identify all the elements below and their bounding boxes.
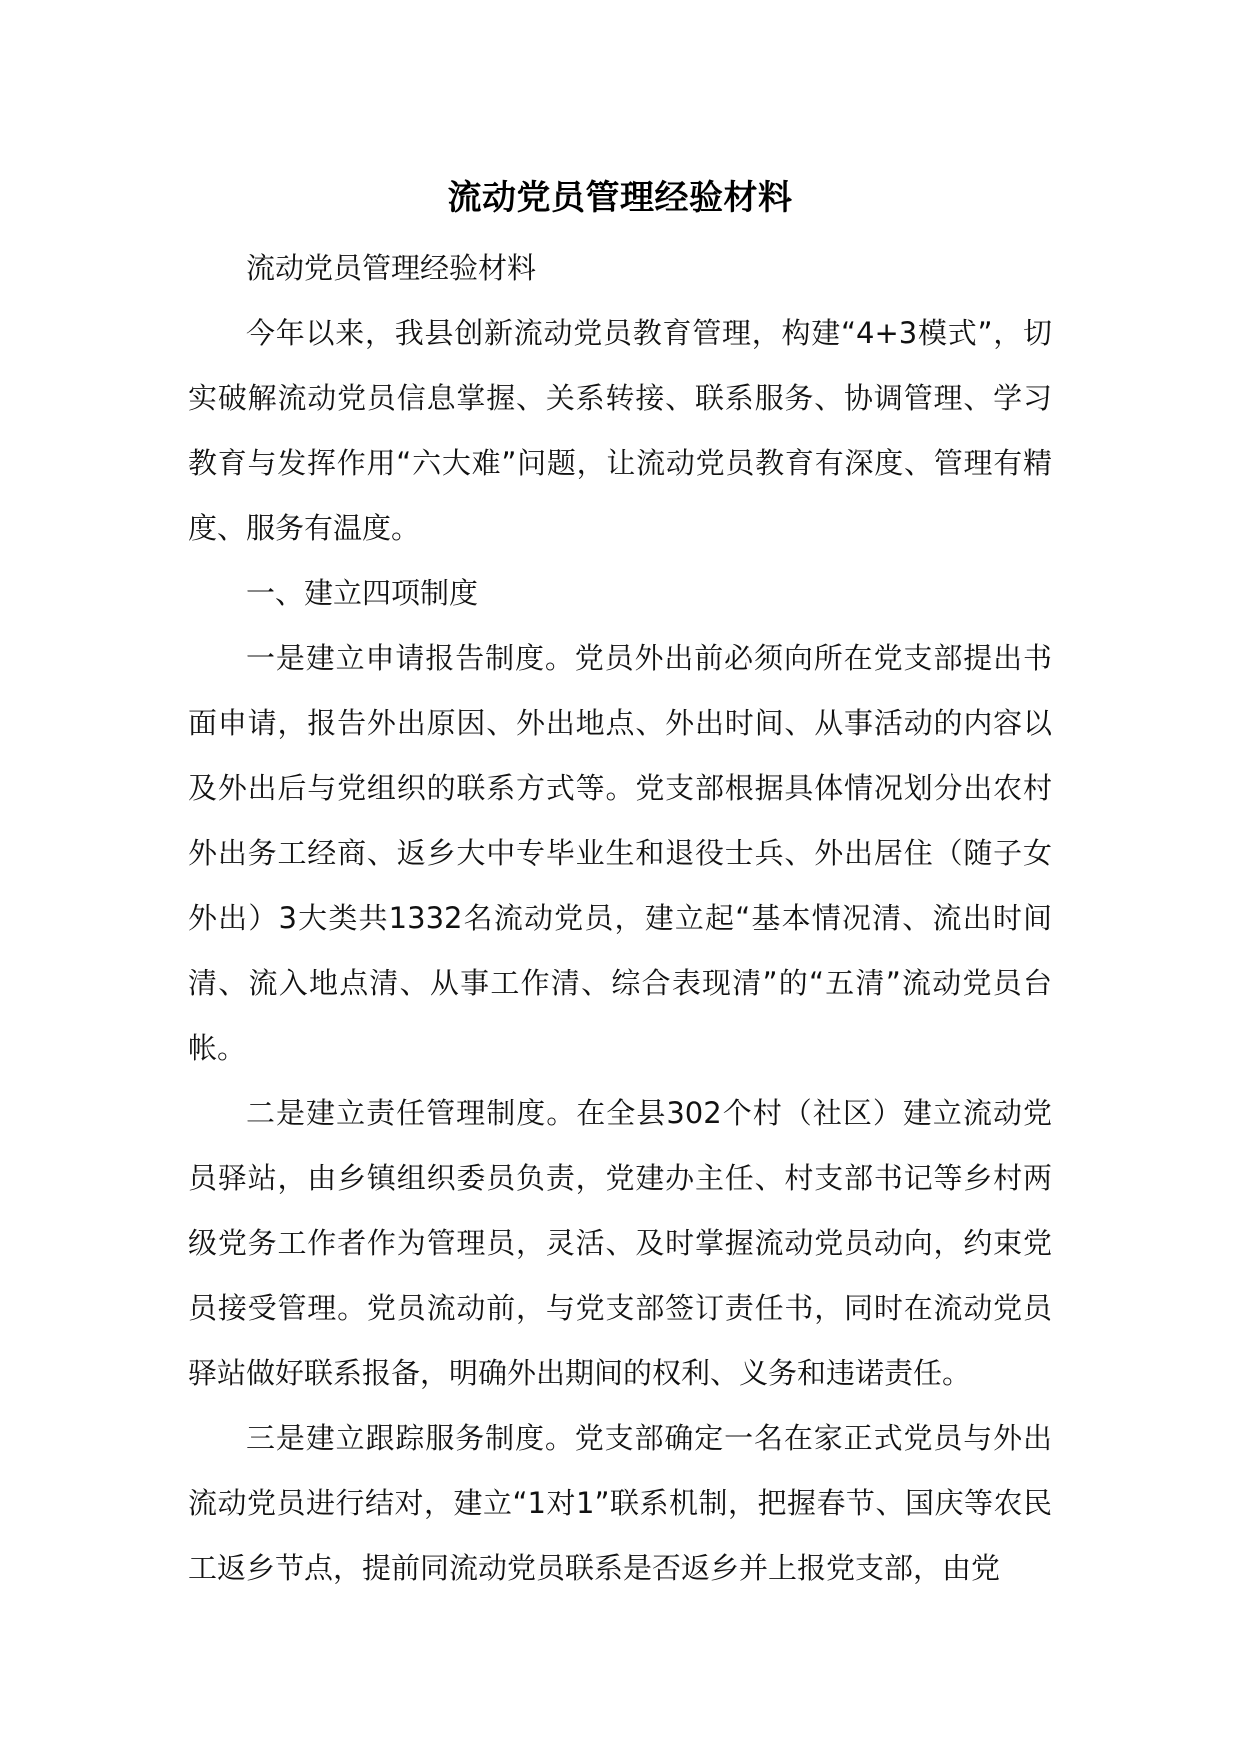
paragraph-application-report: 一是建立申请报告制度。党员外出前必须向所在党支部提出书面申请，报告外出原因、外出地点、外出时间、从事活动的内容以及外出后与党组织的联系方式等。党支部根据具体情况划分出农村外出务工经商、返乡大中专毕业生和退役士兵、外出居住（随子女外出）3大类共1332名流动党员，建立起“基本情况清、流出时间清、流入地点清、从事工作清、综合表现清”的“五清”流动党员台帐。 bbox=[188, 641, 1052, 1065]
document-body bbox=[188, 236, 1052, 1601]
intro-paragraph: 今年以来，我县创新流动党员教育管理，构建“4+3模式”，切实破解流动党员信息掌握、关系转接、联系服务、协调管理、学习教育与发挥作用“六大难”问题，让流动党员教育有深度、管理有精度、服务有温度。 bbox=[188, 316, 1052, 545]
section-heading: 一、建立四项制度 bbox=[246, 576, 479, 610]
paragraph-responsibility-management: 二是建立责任管理制度。在全县302个村（社区）建立流动党员驿站，由乡镇组织委员负责，党建办主任、村支部书记等乡村两级党务工作者作为管理员，灵活、及时掌握流动党员动向，约束党员接受管理。党员流动前，与党支部签订责任书，同时在流动党员驿站做好联系报备，明确外出期间的权利、义务和违诺责任。 bbox=[188, 1096, 1052, 1390]
document-title: 流动党员管理经验材料 bbox=[447, 178, 793, 218]
paragraph-tracking-service: 三是建立跟踪服务制度。党支部确定一名在家正式党员与外出流动党员进行结对，建立“1对1”联系机制，把握春节、国庆等农民工返乡节点，提前同流动党员联系是否返乡并上报党支部，由党 bbox=[188, 1421, 1052, 1585]
subtitle-paragraph: 流动党员管理经验材料 bbox=[246, 251, 537, 285]
